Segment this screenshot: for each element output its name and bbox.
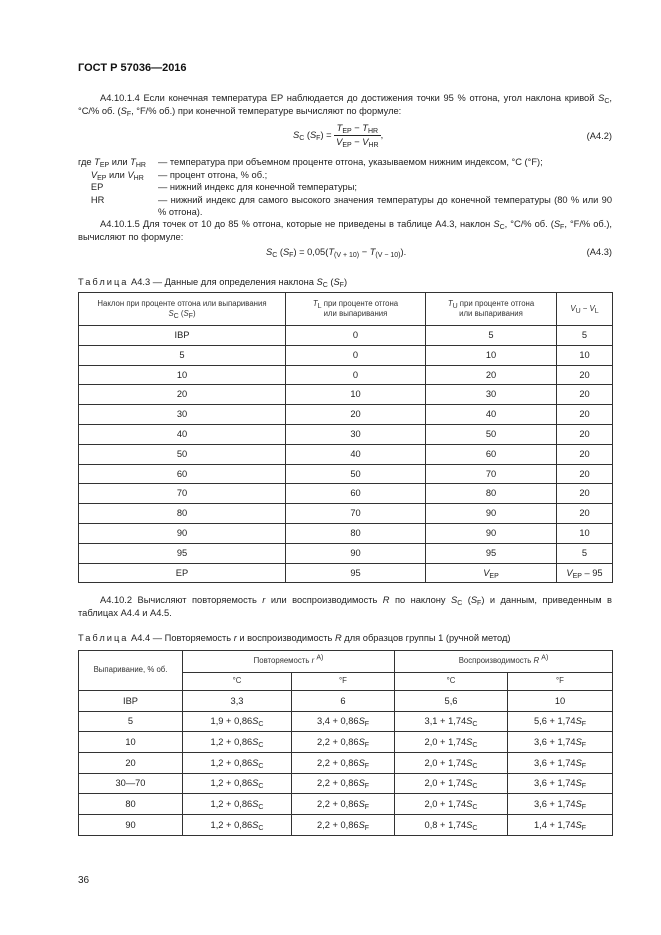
formula-a4-3 [78, 246, 612, 262]
table-row [79, 385, 613, 405]
paragraph-a4-10-1-4: A4.10.1.4 Если конечная температура EP наблюдается до достижения точки 95 % отгона, угол наклона кривой $S_C$, °C/% об. ($S_F$, °F/% об.) при конечной температуре вычисляют по формуле: [78, 93, 612, 118]
table-cell: $3,6 + 1,74S_F$ [508, 732, 613, 753]
table-cell: 80 [79, 794, 183, 815]
table-cell: 90 [426, 504, 557, 524]
table-a4-4 [78, 650, 613, 836]
table-cell: 30 [286, 424, 426, 444]
table-cell: 6 [292, 691, 395, 712]
table-cell: 10 [426, 345, 557, 365]
formula-a4-2 [78, 122, 612, 150]
table-row [79, 405, 613, 425]
formula-fraction [334, 122, 380, 148]
table-row [79, 815, 613, 836]
table-cell: $2,0 + 1,74S_C$ [395, 773, 508, 794]
formula-lhs: $S_C$ $(S_F)$ = [293, 129, 332, 142]
table-cell: $1,2 + 0,86S_C$ [183, 773, 292, 794]
table-row [79, 543, 613, 563]
table-cell: $0,8 + 1,74S_C$ [395, 815, 508, 836]
table-row [79, 484, 613, 504]
table-cell: 20 [557, 385, 613, 405]
table-cell: 0 [286, 326, 426, 346]
table-cell: 90 [79, 815, 183, 836]
formula-denominator: $V_{EP} - V_{HR}$ [336, 136, 379, 149]
table-row [79, 504, 613, 524]
table-cell: IBP [79, 691, 183, 712]
table-cell: $1,2 + 0,86S_C$ [183, 753, 292, 774]
definition-row [78, 194, 612, 219]
table-row [79, 444, 613, 464]
table-cell: 20 [557, 405, 613, 425]
table-cell: $1,9 + 0,86S_C$ [183, 711, 292, 732]
table-row [79, 326, 613, 346]
column-header: $T_L$ при проценте отгона или выпаривания [286, 293, 426, 326]
formula-body: $S_C$ $(S_F) = 0,05(T_{(V + 10)} - T_{(V - 10)})$. [266, 247, 407, 259]
table-cell: 60 [79, 464, 286, 484]
unit-header: °C [395, 673, 508, 691]
unit-header: °F [508, 673, 613, 691]
table-cell: 20 [557, 504, 613, 524]
table-cell: 5 [426, 326, 557, 346]
table-cell: $2,2 + 0,86S_F$ [292, 794, 395, 815]
table-cell: 95 [426, 543, 557, 563]
table-cell: 20 [557, 365, 613, 385]
table-cell: 10 [286, 385, 426, 405]
definition-term: $V_{EP}$ или $V_{HR}$ [90, 169, 144, 182]
table-a4-4-caption [78, 632, 511, 645]
caption-text: A4.4 — Повторяемость r и воспроизводимость R для образцов группы 1 (ручной метод) [131, 633, 511, 643]
table-cell: 0 [286, 365, 426, 385]
table-cell: $1,2 + 0,86S_C$ [183, 732, 292, 753]
definition-text: — температура при объемном проценте отгона, указываемом нижним индексом, °C (°F); [158, 157, 543, 167]
table-cell: $V_{EP}$ [426, 563, 557, 583]
table-cell: 40 [286, 444, 426, 464]
formula-number: (A4.2) [586, 131, 612, 141]
table-cell: 30 [426, 385, 557, 405]
table-cell: $1,4 + 1,74S_F$ [508, 815, 613, 836]
table-header-row [79, 651, 613, 673]
paragraph-a4-10-2: A4.10.2 Вычисляют повторяемость r или воспроизводимость R по наклону $S_C$ $(S_F)$ и данным, приведенным в таблицах A4.4 и A4.5. [78, 595, 612, 618]
formula-numerator: $T_{EP} - T_{HR}$ [334, 122, 380, 136]
definition-row [78, 156, 612, 169]
table-cell: $3,6 + 1,74S_F$ [508, 773, 613, 794]
definition-text: — процент отгона, % об.; [158, 169, 268, 180]
table-cell: 20 [79, 385, 286, 405]
table-row [79, 773, 613, 794]
table-cell: 5 [557, 543, 613, 563]
table-cell: 20 [557, 444, 613, 464]
table-cell: 5 [79, 711, 183, 732]
table-cell: 70 [79, 484, 286, 504]
table-cell: $2,0 + 1,74S_C$ [395, 753, 508, 774]
table-cell: $2,2 + 0,86S_F$ [292, 815, 395, 836]
table-cell: 30 [79, 405, 286, 425]
table-cell: 5 [557, 326, 613, 346]
document-header: ГОСТ Р 57036—2016 [78, 62, 187, 74]
table-row [79, 732, 613, 753]
table-row [79, 563, 613, 583]
table-cell: 50 [79, 444, 286, 464]
page-number: 36 [78, 875, 90, 886]
table-a4-3-caption [78, 276, 347, 289]
table-cell: 3,3 [183, 691, 292, 712]
table-cell: IBP [79, 326, 286, 346]
paragraph-a4-10-1-5: A4.10.1.5 Для точек от 10 до 85 % отгона, которые не приведены в таблице A4.3, наклон $S_C$, °C/% об. ($S_F$, °F/% об.), вычисляют по формуле: [78, 219, 612, 242]
table-cell: 50 [286, 464, 426, 484]
table-cell: 80 [79, 504, 286, 524]
column-group-header: Воспроизводимость R $^{A)}$ [395, 651, 613, 673]
definition-term: где $T_{EP}$ или $T_{HR}$ [78, 157, 146, 169]
definition-term: EP [78, 182, 104, 193]
table-cell: 5 [79, 345, 286, 365]
table-row [79, 464, 613, 484]
table-cell: $5,6 + 1,74S_F$ [508, 711, 613, 732]
table-cell: 60 [426, 444, 557, 464]
column-header: Выпаривание, % об. [79, 651, 183, 691]
column-header: $V_U - V_L$ [557, 293, 613, 326]
table-cell: $2,2 + 0,86S_F$ [292, 773, 395, 794]
table-cell: 95 [286, 563, 426, 583]
caption-word: Таблица [78, 633, 129, 643]
table-a4-3 [78, 292, 613, 583]
table-row [79, 691, 613, 712]
table-cell: 0 [286, 345, 426, 365]
formula-number: (A4.3) [586, 247, 612, 257]
table-cell: $3,1 + 1,74S_C$ [395, 711, 508, 732]
table-cell: 20 [557, 484, 613, 504]
table-cell: 40 [426, 405, 557, 425]
table-row [79, 345, 613, 365]
table-cell: $2,0 + 1,74S_C$ [395, 794, 508, 815]
definition-row [78, 169, 612, 182]
table-row [79, 753, 613, 774]
definition-text: — нижний индекс для конечной температуры; [158, 182, 357, 193]
table-cell: 40 [79, 424, 286, 444]
table-cell: 60 [286, 484, 426, 504]
table-row [79, 711, 613, 732]
table-cell: $2,2 + 0,86S_F$ [292, 732, 395, 753]
table-cell: 20 [557, 424, 613, 444]
table-cell: 10 [557, 523, 613, 543]
definition-text: — нижний индекс для самого высокого значения температуры до конечной температуры (80 % или 90 % отгона). [158, 194, 612, 218]
table-cell: 5,6 [395, 691, 508, 712]
table-row [79, 365, 613, 385]
table-cell: 70 [426, 464, 557, 484]
table-cell: $2,0 + 1,74S_C$ [395, 732, 508, 753]
table-cell: 95 [79, 543, 286, 563]
table-cell: 20 [79, 753, 183, 774]
table-cell: 10 [79, 732, 183, 753]
table-cell: 90 [286, 543, 426, 563]
definition-term: HR [78, 194, 105, 205]
table-cell: 70 [286, 504, 426, 524]
table-cell: 10 [557, 345, 613, 365]
table-header-row [79, 293, 613, 326]
unit-header: °F [292, 673, 395, 691]
table-cell: EP [79, 563, 286, 583]
table-cell: 20 [286, 405, 426, 425]
column-header: $T_U$ при проценте отгона или выпаривания [426, 293, 557, 326]
column-header: Наклон при проценте отгона или выпаривания $S_C$ $(S_F)$ [79, 293, 286, 326]
table-cell: $3,6 + 1,74S_F$ [508, 794, 613, 815]
variable-definitions [78, 156, 612, 219]
formula-tail: , [380, 129, 384, 140]
table-cell: 10 [508, 691, 613, 712]
definition-row [78, 181, 612, 194]
caption-text: A4.3 — Данные для определения наклона $S_C$ $(S_F)$ [131, 277, 348, 289]
table-cell: $V_{EP} - 95$ [557, 563, 613, 583]
table-cell: $3,6 + 1,74S_F$ [508, 753, 613, 774]
table-row [79, 794, 613, 815]
table-cell: 80 [426, 484, 557, 504]
table-cell: $3,4 + 0,86S_F$ [292, 711, 395, 732]
table-cell: 20 [557, 464, 613, 484]
table-cell: 90 [79, 523, 286, 543]
column-group-header: Повторяемость r $^{A)}$ [183, 651, 395, 673]
table-cell: 10 [79, 365, 286, 385]
table-cell: $1,2 + 0,86S_C$ [183, 815, 292, 836]
table-cell: 20 [426, 365, 557, 385]
table-row [79, 523, 613, 543]
unit-header: °C [183, 673, 292, 691]
table-cell: 90 [426, 523, 557, 543]
table-cell: $2,2 + 0,86S_F$ [292, 753, 395, 774]
table-cell: 50 [426, 424, 557, 444]
table-cell: 80 [286, 523, 426, 543]
table-cell: $1,2 + 0,86S_C$ [183, 794, 292, 815]
table-row [79, 424, 613, 444]
table-cell: 30—70 [79, 773, 183, 794]
caption-word: Таблица [78, 277, 129, 287]
